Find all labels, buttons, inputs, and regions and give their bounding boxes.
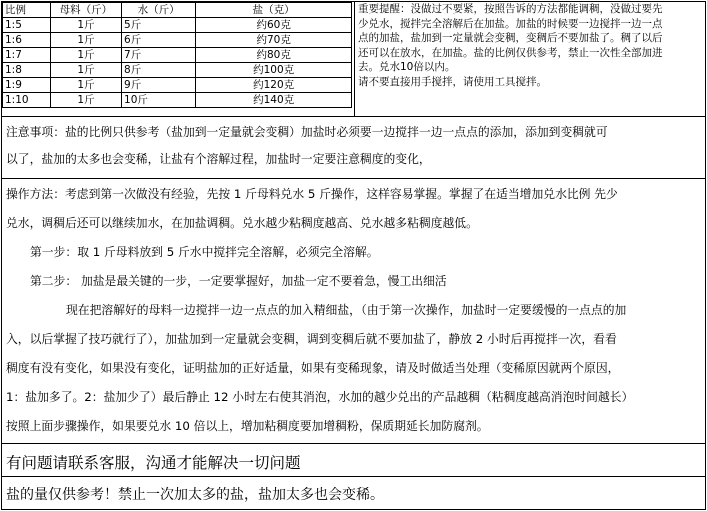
cell-base: 1斤 <box>50 18 121 33</box>
method-line: 兑水，调稠后还可以继续加水，在加盐调稠。兑水越少粘稠度越高、兑水越多粘稠度越低。 <box>6 216 478 230</box>
header-salt: 盐（克） <box>196 3 352 18</box>
header-base: 母料（斤） <box>50 3 121 18</box>
method-text <box>6 180 702 441</box>
method-line: 1：盐加多了。2：盐加少了）最后静止 12 小时左右使其消泡，水加的越少兑出的产品越稠（粘稠度越高消泡时间越长） <box>6 390 634 404</box>
cell-ratio: 1:10 <box>3 93 51 108</box>
method-line: 操作方法：考虑到第一次做没有经验，先按 1 斤母料兑水 5 斤操作，这样容易掌握。掌握了在适当增加兑水比例 先少 <box>6 187 618 201</box>
ratio-table-header <box>3 3 352 18</box>
table-row <box>3 78 352 93</box>
cell-ratio: 1:9 <box>3 78 51 93</box>
cell-salt: 约140克 <box>196 93 352 108</box>
caution-line: 以了，盐加的太多也会变稀，让盐有个溶解过程，加盐时一定要注意稠度的变化， <box>6 152 431 166</box>
cell-ratio: 1:5 <box>3 18 51 33</box>
salt-warning: 盐的量仅供参考！禁止一次加太多的盐，盐加太多也会变稀。 <box>6 487 384 503</box>
cell-water: 10斤 <box>122 93 196 108</box>
important-note <box>358 2 703 110</box>
note-line: 去。兑水10倍以内。 <box>358 61 456 74</box>
note-line: 少兑水，搅拌完全溶解后在加盐。加盐的时候要一边搅拌一边一点 <box>358 17 663 30</box>
ratio-table <box>2 2 352 108</box>
caution-text <box>6 119 702 173</box>
method-line: 现在把溶解好的母料一边搅拌一边一点点的加入精细盐，（由于第一次操作，加盐时一定要缓慢的一点点的加 <box>66 303 627 317</box>
cell-salt: 约120克 <box>196 78 352 93</box>
cell-base: 1斤 <box>50 78 121 93</box>
cell-base: 1斤 <box>50 48 121 63</box>
method-line: 按照上面步骤操作，如果要兑水 10 倍以上，增加粘稠度要加增稠粉，保质期延长加防腐剂。 <box>6 419 489 433</box>
cell-ratio: 1:7 <box>3 48 51 63</box>
table-row <box>3 33 352 48</box>
cell-base: 1斤 <box>50 93 121 108</box>
cell-base: 1斤 <box>50 33 121 48</box>
method-line: 入，以后掌握了技巧就行了），加盐加到一定量就会变稠，调到变稠后就不要加盐了，静放 2 小时后再搅拌一次，看看 <box>6 332 617 346</box>
cell-ratio: 1:8 <box>3 63 51 78</box>
step-one: 第一步：取 1 斤母料放到 5 斤水中搅拌完全溶解，必须完全溶解。 <box>30 245 379 259</box>
header-ratio: 比例 <box>3 3 51 18</box>
cell-ratio: 1:6 <box>3 33 51 48</box>
contact-text: 有问题请联系客服，沟通才能解决一切问题 <box>6 454 301 472</box>
step-two: 第二步： 加盐是最关键的一步，一定要掌握好，加盐一定不要着急，慢工出细活 <box>30 274 447 288</box>
note-line: 请不要直接用手搅拌，请使用工具搅拌。 <box>358 75 547 88</box>
caution-line: 注意事项：盐的比例只供参考（盐加到一定量就会变稠）加盐时必须要一边搅拌一边一点点的添加，添加到变稠就可 <box>6 125 608 139</box>
header-water: 水（斤） <box>122 3 196 18</box>
cell-water: 5斤 <box>122 18 196 33</box>
cell-water: 6斤 <box>122 33 196 48</box>
cell-salt: 约60克 <box>196 18 352 33</box>
cell-water: 9斤 <box>122 78 196 93</box>
cell-water: 8斤 <box>122 63 196 78</box>
cell-salt: 约100克 <box>196 63 352 78</box>
note-line: 点的加盐，盐加到一定量就会变稠，变稠后不要加盐了。稠了以后 <box>358 32 663 45</box>
method-line: 稠度有没有变化，如果没有变化，证明盐加的正好适量，如果有变稀现象，请及时做适当处理（变稀原因就两个原因， <box>6 361 620 375</box>
table-row <box>3 93 352 108</box>
note-line: 还可以在放水，在加盐。盐的比例仅供参考，禁止一次性全部加进 <box>358 46 663 59</box>
cell-base: 1斤 <box>50 63 121 78</box>
cell-salt: 约80克 <box>196 48 352 63</box>
table-row <box>3 48 352 63</box>
note-line: 重要提醒：没做过不要紧，按照告诉的方法都能调稠，没做过要先 <box>358 3 663 15</box>
cell-salt: 约70克 <box>196 33 352 48</box>
cell-water: 7斤 <box>122 48 196 63</box>
table-row <box>3 18 352 33</box>
table-row <box>3 63 352 78</box>
